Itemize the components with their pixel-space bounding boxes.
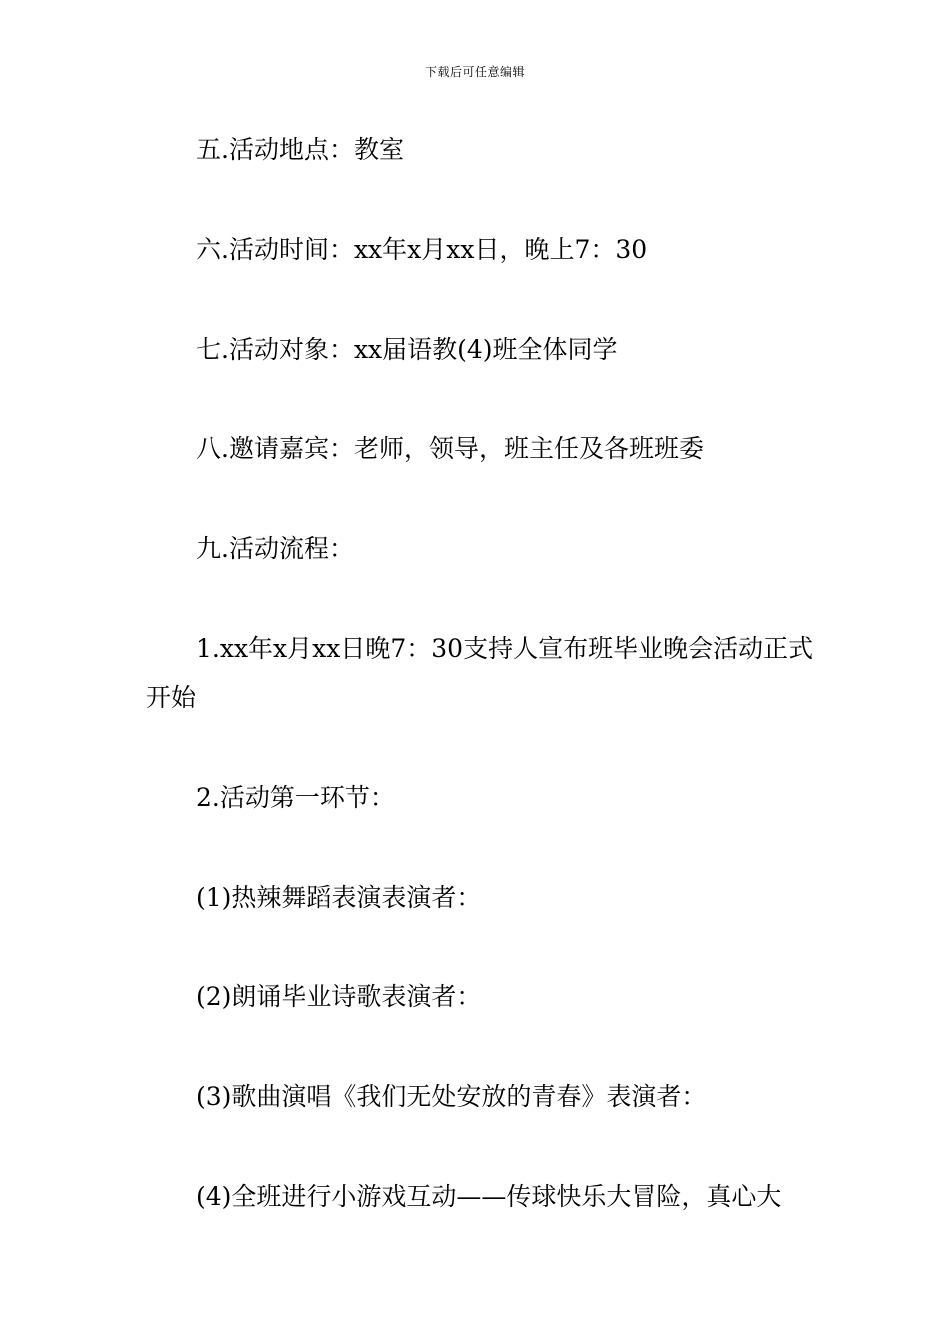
- page-header: 下载后可任意编辑: [424, 65, 525, 79]
- program-item-3: (3)歌曲演唱《我们无处安放的青春》表演者：: [196, 1082, 707, 1111]
- process-step-1: 1.xx年x月xx日晚7：30支持人宣布班毕业晚会活动正式开始: [146, 634, 814, 712]
- section-time: 六.活动时间：xx年x月xx日，晚上7：30: [196, 235, 648, 264]
- section-guests: 八.邀请嘉宾：老师，领导，班主任及各班班委: [196, 434, 704, 463]
- program-item-4: (4)全班进行小游戏互动——传球快乐大冒险，真心大: [196, 1182, 782, 1211]
- process-step-2: 2.活动第一环节：: [196, 783, 395, 812]
- section-participants: 七.活动对象：xx届语教(4)班全体同学: [196, 335, 618, 364]
- section-location: 五.活动地点：教室: [196, 135, 404, 164]
- program-item-2: (2)朗诵毕业诗歌表演者：: [196, 982, 482, 1011]
- section-process-title: 九.活动流程：: [196, 534, 354, 563]
- program-item-1: (1)热辣舞蹈表演表演者：: [196, 883, 482, 912]
